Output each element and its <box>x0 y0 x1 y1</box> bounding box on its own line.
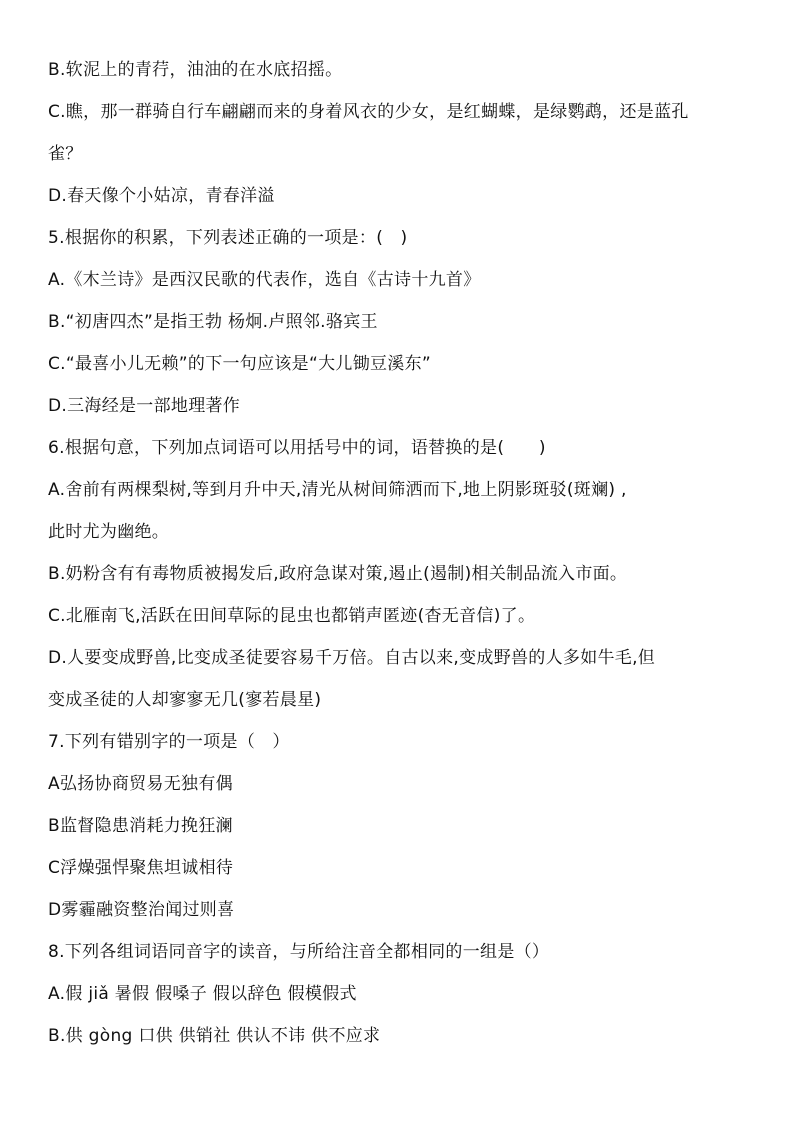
q8-option-b: B.供 gòng 口供 供销社 供认不讳 供不应求 <box>48 1026 381 1046</box>
q6-option-c: C.北雁南飞,活跃在田间草际的昆虫也都销声匿迹(杳无音信)了。 <box>48 606 536 626</box>
q5-option-c: C.“最喜小儿无赖”的下一句应该是“大儿锄豆溪东” <box>48 354 432 374</box>
option-c-text-line: C.瞧，那一群骑自行车翩翩而来的身着风衣的少女，是红蝴蝶，是绿鹦鹉，还是蓝孔 <box>48 102 689 122</box>
option-b-text-line: B.软泥上的青荇，油油的在水底招摇。 <box>48 60 343 80</box>
q7-option-d: D雾霾融资整治闻过则喜 <box>48 900 235 920</box>
q6-option-d: D.人要变成野兽,比变成圣徒要容易千万倍。自古以来,变成野兽的人多如牛毛,但 <box>48 648 656 668</box>
q8-option-a: A.假 jiǎ 暑假 假嗓子 假以辞色 假模假式 <box>48 984 357 1004</box>
q7-option-c: C浮燥强悍聚焦坦诚相待 <box>48 858 234 878</box>
q6-option-a: A.舍前有两棵梨树,等到月升中天,清光从树间筛洒而下,地上阴影斑驳(斑斓) , <box>48 480 627 500</box>
question-8-stem: 8.下列各组词语同音字的读音，与所给注音全都相同的一组是（） <box>48 942 550 962</box>
option-d-text-line: D.春天像个小姑凉，青春洋溢 <box>48 186 275 206</box>
q7-option-a: A弘扬协商贸易无独有偶 <box>48 774 233 794</box>
question-7-stem: 7.下列有错别字的一项是（ ） <box>48 732 290 752</box>
q5-option-d: D.三海经是一部地理著作 <box>48 396 241 416</box>
q6-option-d-continuation: 变成圣徒的人却寥寥无几(寥若晨星) <box>48 690 322 710</box>
option-c-continuation: 雀？ <box>48 144 83 164</box>
q5-option-a: A.《木兰诗》是西汉民歌的代表作，选自《古诗十九首》 <box>48 270 481 290</box>
question-5-stem: 5.根据你的积累，下列表述正确的一项是：( ) <box>48 228 408 248</box>
q5-option-b: B.“初唐四杰”是指王勃 杨炯.卢照邻.骆宾王 <box>48 312 378 332</box>
q7-option-b: B监督隐患消耗力挽狂澜 <box>48 816 233 836</box>
question-6-stem: 6.根据句意，下列加点词语可以用括号中的词，语替换的是( ) <box>48 438 546 458</box>
q6-option-b: B.奶粉含有有毒物质被揭发后,政府急谋对策,遏止(遏制)相关制品流入市面。 <box>48 564 628 584</box>
q6-option-a-continuation: 此时尤为幽绝。 <box>48 522 170 542</box>
